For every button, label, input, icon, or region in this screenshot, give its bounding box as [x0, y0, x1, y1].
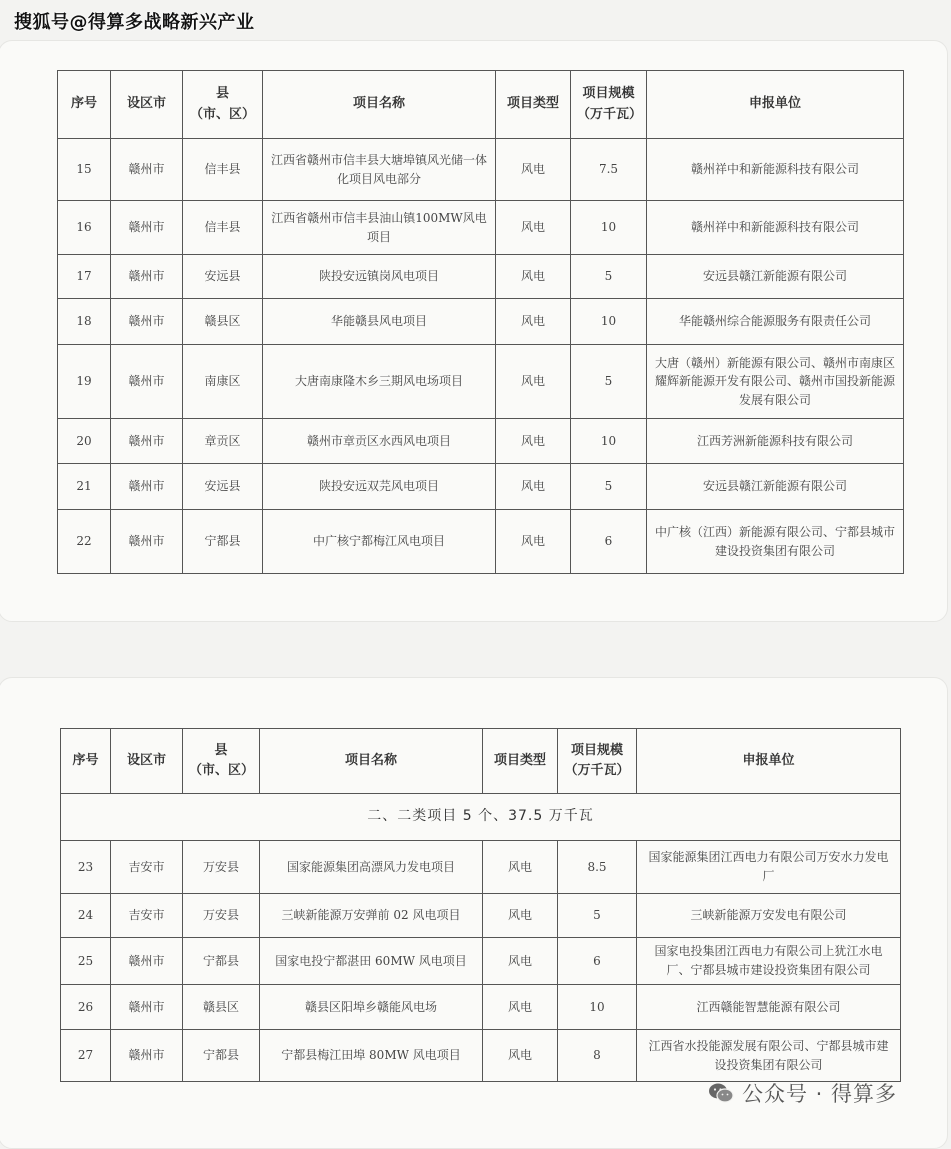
cell-scale: 5 [558, 894, 637, 938]
cell-name: 国家电投宁都湛田 60MW 风电项目 [260, 938, 483, 985]
cell-scale: 10 [558, 985, 637, 1030]
cell-unit: 江西芳洲新能源科技有限公司 [647, 419, 904, 464]
cell-name: 陕投安远镇岗风电项目 [263, 255, 496, 299]
watermark-bottom-text: 公众号 · 得算多 [742, 1082, 898, 1106]
cell-type: 风电 [496, 464, 571, 510]
project-table-2 [60, 728, 901, 1082]
cell-name: 陕投安远双芫风电项目 [263, 464, 496, 510]
cell-seq: 23 [61, 841, 111, 894]
cell-unit: 赣州祥中和新能源科技有限公司 [647, 139, 904, 201]
cell-seq: 24 [61, 894, 111, 938]
header-unit: 申报单位 [637, 729, 901, 794]
cell-name: 三峡新能源万安弹前 02 风电项目 [260, 894, 483, 938]
header-type: 项目类型 [483, 729, 558, 794]
cell-city: 赣州市 [111, 255, 183, 299]
cell-county: 章贡区 [183, 419, 263, 464]
cell-unit: 江西赣能智慧能源有限公司 [637, 985, 901, 1030]
header-county: 县 （市、区） [183, 729, 260, 794]
cell-scale: 6 [571, 510, 647, 574]
table-row [58, 139, 904, 201]
cell-name: 赣州市章贡区水西风电项目 [263, 419, 496, 464]
cell-city: 赣州市 [111, 510, 183, 574]
cell-seq: 17 [58, 255, 111, 299]
cell-seq: 26 [61, 985, 111, 1030]
cell-seq: 27 [61, 1030, 111, 1082]
cell-county: 万安县 [183, 841, 260, 894]
cell-seq: 16 [58, 201, 111, 255]
cell-county: 宁都县 [183, 1030, 260, 1082]
cell-county: 信丰县 [183, 201, 263, 255]
cell-scale: 5 [571, 255, 647, 299]
cell-type: 风电 [496, 419, 571, 464]
cell-unit: 江西省水投能源发展有限公司、宁都县城市建设投资集团有限公司 [637, 1030, 901, 1082]
cell-unit: 国家电投集团江西电力有限公司上犹江水电厂、宁都县城市建设投资集团有限公司 [637, 938, 901, 985]
cell-type: 风电 [496, 139, 571, 201]
cell-unit: 中广核（江西）新能源有限公司、宁都县城市建设投资集团有限公司 [647, 510, 904, 574]
cell-type: 风电 [483, 841, 558, 894]
watermark-bottom [708, 1078, 897, 1108]
cell-unit: 大唐（赣州）新能源有限公司、赣州市南康区耀辉新能源开发有限公司、赣州市国投新能源发展有限公司 [647, 345, 904, 419]
cell-unit: 赣州祥中和新能源科技有限公司 [647, 201, 904, 255]
cell-county: 赣县区 [183, 299, 263, 345]
table-row [58, 419, 904, 464]
table-row [61, 1030, 901, 1082]
cell-name: 国家能源集团高漂风力发电项目 [260, 841, 483, 894]
cell-city: 赣州市 [111, 464, 183, 510]
header-seq: 序号 [61, 729, 111, 794]
header-name: 项目名称 [263, 71, 496, 139]
cell-city: 赣州市 [111, 1030, 183, 1082]
cell-type: 风电 [496, 510, 571, 574]
cell-seq: 20 [58, 419, 111, 464]
table-row [58, 201, 904, 255]
cell-name: 华能赣县风电项目 [263, 299, 496, 345]
header-city: 设区市 [111, 729, 183, 794]
cell-type: 风电 [496, 255, 571, 299]
cell-name: 大唐南康隆木乡三期风电场项目 [263, 345, 496, 419]
header-seq: 序号 [58, 71, 111, 139]
section-title-row [61, 794, 901, 841]
cell-unit: 三峡新能源万安发电有限公司 [637, 894, 901, 938]
cell-city: 吉安市 [111, 894, 183, 938]
cell-county: 安远县 [183, 255, 263, 299]
header-name: 项目名称 [260, 729, 483, 794]
cell-type: 风电 [496, 299, 571, 345]
header-type: 项目类型 [496, 71, 571, 139]
cell-city: 赣州市 [111, 345, 183, 419]
cell-seq: 25 [61, 938, 111, 985]
cell-scale: 10 [571, 419, 647, 464]
table-row [61, 938, 901, 985]
table-row [58, 299, 904, 345]
cell-city: 赣州市 [111, 419, 183, 464]
cell-scale: 6 [558, 938, 637, 985]
cell-type: 风电 [483, 894, 558, 938]
cell-seq: 18 [58, 299, 111, 345]
cell-type: 风电 [496, 201, 571, 255]
wechat-icon [708, 1082, 734, 1104]
table-row [61, 985, 901, 1030]
table-row [58, 345, 904, 419]
cell-seq: 22 [58, 510, 111, 574]
header-scale: 项目规模 （万千瓦） [558, 729, 637, 794]
cell-city: 赣州市 [111, 938, 183, 985]
header-scale: 项目规模 （万千瓦） [571, 71, 647, 139]
cell-scale: 10 [571, 201, 647, 255]
cell-scale: 5 [571, 345, 647, 419]
cell-name: 江西省赣州市信丰县油山镇100MW风电项目 [263, 201, 496, 255]
cell-scale: 5 [571, 464, 647, 510]
cell-county: 宁都县 [183, 510, 263, 574]
cell-scale: 8 [558, 1030, 637, 1082]
cell-city: 赣州市 [111, 139, 183, 201]
cell-type: 风电 [496, 345, 571, 419]
cell-scale: 10 [571, 299, 647, 345]
table-row [58, 255, 904, 299]
cell-unit: 安远县赣江新能源有限公司 [647, 255, 904, 299]
cell-name: 赣县区阳埠乡赣能风电场 [260, 985, 483, 1030]
header-city: 设区市 [111, 71, 183, 139]
cell-type: 风电 [483, 938, 558, 985]
header-county: 县 （市、区） [183, 71, 263, 139]
cell-unit: 国家能源集团江西电力有限公司万安水力发电厂 [637, 841, 901, 894]
section-title: 二、二类项目 5 个、37.5 万千瓦 [61, 794, 901, 841]
project-table-1 [57, 70, 904, 574]
cell-scale: 7.5 [571, 139, 647, 201]
table-row [61, 841, 901, 894]
cell-scale: 8.5 [558, 841, 637, 894]
cell-type: 风电 [483, 1030, 558, 1082]
cell-county: 赣县区 [183, 985, 260, 1030]
cell-unit: 安远县赣江新能源有限公司 [647, 464, 904, 510]
cell-county: 安远县 [183, 464, 263, 510]
cell-name: 中广核宁都梅江风电项目 [263, 510, 496, 574]
cell-name: 江西省赣州市信丰县大塘埠镇风光储一体化项目风电部分 [263, 139, 496, 201]
table-header-row [61, 729, 901, 794]
cell-county: 南康区 [183, 345, 263, 419]
cell-seq: 21 [58, 464, 111, 510]
cell-unit: 华能赣州综合能源服务有限责任公司 [647, 299, 904, 345]
cell-seq: 15 [58, 139, 111, 201]
cell-seq: 19 [58, 345, 111, 419]
table-row [58, 510, 904, 574]
cell-type: 风电 [483, 985, 558, 1030]
watermark-top: 搜狐号@得算多战略新兴产业 [14, 12, 255, 33]
table-row [58, 464, 904, 510]
table-header-row [58, 71, 904, 139]
cell-county: 万安县 [183, 894, 260, 938]
cell-name: 宁都县梅江田埠 80MW 风电项目 [260, 1030, 483, 1082]
table-row [61, 894, 901, 938]
cell-county: 宁都县 [183, 938, 260, 985]
cell-county: 信丰县 [183, 139, 263, 201]
cell-city: 赣州市 [111, 985, 183, 1030]
cell-city: 赣州市 [111, 299, 183, 345]
header-unit: 申报单位 [647, 71, 904, 139]
cell-city: 吉安市 [111, 841, 183, 894]
cell-city: 赣州市 [111, 201, 183, 255]
